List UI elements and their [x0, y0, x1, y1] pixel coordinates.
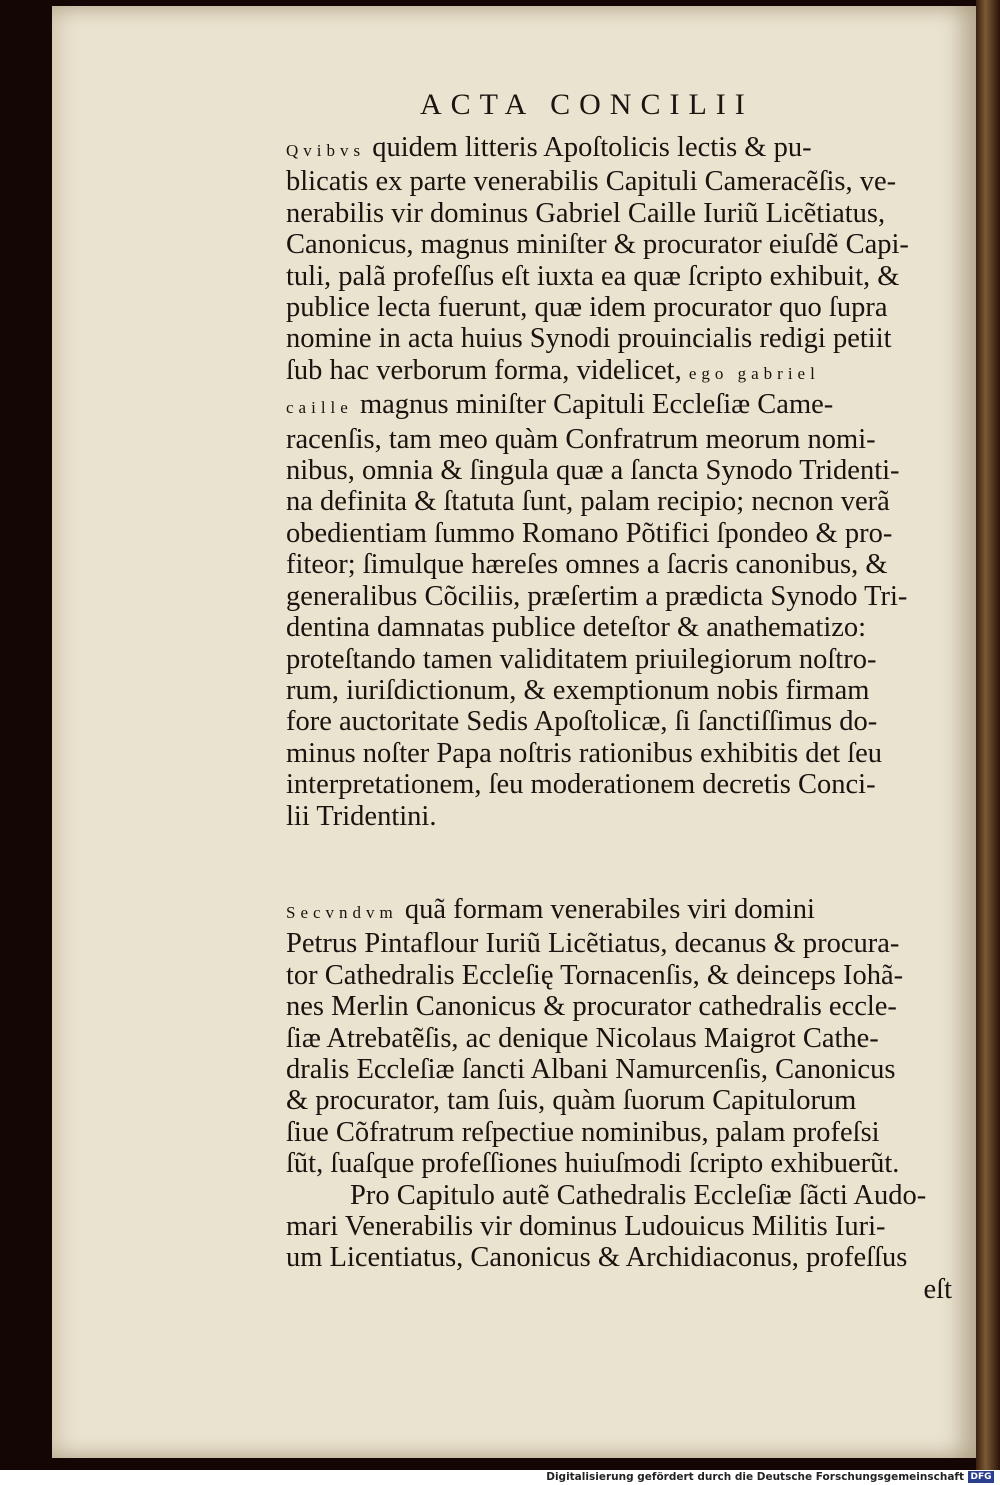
- text-line: [286, 1054, 956, 1085]
- text-line: [286, 1117, 956, 1148]
- line-text: ſiæ Atrebatẽſis, ac denique Nicolaus Maigrot Cathe-: [286, 1022, 879, 1054]
- paragraph-2: [286, 894, 956, 1180]
- text-line: [286, 261, 956, 292]
- running-head: ACTA CONCILII: [420, 88, 754, 121]
- line-text: interpretationem, ſeu moderationem decretis Conci-: [286, 769, 876, 801]
- text-line: [286, 486, 956, 517]
- line-text: nomine in acta huius Synodi prouincialis redigi petiit: [286, 323, 892, 355]
- line-text: ſiue Cõfratrum reſpectiue nominibus, palam profeſsi: [286, 1116, 880, 1148]
- line-text: mari Venerabilis vir dominus Ludouicus Militis Iuri-: [286, 1211, 886, 1242]
- line-text: ſũt, ſuaſque profeſſiones huiuſmodi ſcripto exhibuerũt.: [286, 1148, 900, 1180]
- text-line: [286, 455, 956, 486]
- text-line: [286, 355, 956, 389]
- body-text: [286, 132, 956, 1305]
- line-text: quidem litteris Apoſtolicis lectis & pu-: [365, 132, 812, 163]
- line-text: & procurator, tam ſuis, quàm ſuorum Capitulorum: [286, 1085, 857, 1117]
- line-text: Pro Capitulo autẽ Cathedralis Eccleſiæ ſãcti Audo-: [350, 1179, 927, 1211]
- line-text: proteſtando tamen validitatem priuilegiorum noſtro-: [286, 643, 877, 675]
- text-line: [286, 1211, 956, 1242]
- text-line: [286, 1085, 956, 1116]
- text-line: [286, 738, 956, 769]
- paragraph-3: [286, 1180, 956, 1274]
- text-line: [286, 549, 956, 580]
- line-text: Canonicus, magnus miniſter & procurator eiuſdẽ Capi-: [286, 229, 909, 261]
- line-text: minus noſter Papa noſtris rationibus exhibitis det ſeu: [286, 737, 883, 769]
- text-line: [286, 706, 956, 737]
- line-text: blicatis ex parte venerabilis Capituli Cameracẽſis, ve-: [286, 166, 897, 198]
- text-line: [286, 389, 956, 423]
- text-line: [286, 894, 956, 928]
- text-line: [286, 801, 956, 832]
- line-text: nerabilis vir dominus Gabriel Caille Iuriũ Licẽtiatus,: [286, 197, 886, 229]
- small-caps-word: Qvibvs: [286, 141, 366, 160]
- line-text: dentina damnatas publice deteſtor & anathematizo:: [286, 612, 867, 644]
- small-caps-word: Secvndvm: [286, 902, 398, 922]
- line-text: magnus miniſter Capituli Eccleſiæ Came-: [352, 389, 834, 421]
- line-text: quã formam venerabiles viri domini: [397, 893, 815, 925]
- line-text: generalibus Cõciliis, præſertim a prædicta Synodo Tri-: [286, 580, 908, 612]
- page-edge: [976, 0, 1000, 1470]
- line-text: publice lecta fuerunt, quæ idem procurator quo ſupra: [286, 292, 888, 324]
- line-text: obedientiam ſummo Romano Põtifici ſpondeo & pro-: [286, 517, 893, 549]
- line-text: tuli, palã profeſſus eſt iuxta ea quæ ſcripto exhibuit, &: [286, 260, 900, 292]
- line-text: nibus, omnia & ſingula quæ a ſancta Synodo Tridenti-: [286, 455, 900, 487]
- text-line: [286, 323, 956, 354]
- line-text: racenſis, tam meo quàm Confratrum meorum nomi-: [286, 423, 876, 455]
- text-line: [286, 1180, 956, 1211]
- line-text: fiteor; ſimulque hæreſes omnes a ſacris canonibus, &: [286, 549, 888, 581]
- line-text: Petrus Pintaflour Iuriũ Licẽtiatus, decanus & procura-: [286, 928, 900, 960]
- text-line: [286, 581, 956, 612]
- text-line: [286, 991, 956, 1022]
- line-text: tor Cathedralis Eccleſię Tornacenſis, & deinceps Iohã-: [286, 959, 904, 991]
- footer-credit: Digitalisierung gefördert durch die Deutsche Forschungsgemeinschaft: [546, 1471, 964, 1483]
- text-line: [286, 198, 956, 229]
- line-text: um Licentiatus, Canonicus & Archidiaconus, profeſſus: [286, 1242, 908, 1274]
- text-line: [286, 1148, 956, 1179]
- text-line: [286, 1242, 956, 1273]
- paragraph-gap: [286, 832, 956, 894]
- dfg-logo: DFG: [968, 1471, 994, 1483]
- text-line: [286, 1023, 956, 1054]
- text-line: [286, 769, 956, 800]
- text-line: [286, 166, 956, 197]
- line-text: nes Merlin Canonicus & procurator cathedralis eccle-: [286, 991, 897, 1023]
- catchword: eſt: [923, 1273, 952, 1305]
- text-line: [286, 424, 956, 455]
- text-line: [286, 292, 956, 323]
- text-line: [286, 518, 956, 549]
- line-text: rum, iuriſdictionum, & exemptionum nobis firmam: [286, 674, 870, 706]
- line-text: fore auctoritate Sedis Apoſtolicæ, ſi ſanctiſſimus do-: [286, 706, 878, 738]
- text-line: [286, 612, 956, 643]
- line-text: dralis Eccleſiæ ſancti Albani Namurcenſis, Canonicus: [286, 1053, 896, 1085]
- text-line: [286, 644, 956, 675]
- text-line: [286, 132, 956, 166]
- line-text: lii Tridentini.: [286, 800, 437, 832]
- small-caps-word: caille: [286, 398, 353, 418]
- text-line: [286, 960, 956, 991]
- text-line: [286, 928, 956, 959]
- text-line: [286, 675, 956, 706]
- line-text: ſub hac verborum forma, videlicet,: [286, 354, 689, 386]
- small-caps-word: ego gabriel: [688, 363, 820, 383]
- text-line: [286, 229, 956, 260]
- paragraph-1: [286, 132, 956, 832]
- line-text: na definita & ſtatuta ſunt, palam recipio; necnon verã: [286, 486, 890, 518]
